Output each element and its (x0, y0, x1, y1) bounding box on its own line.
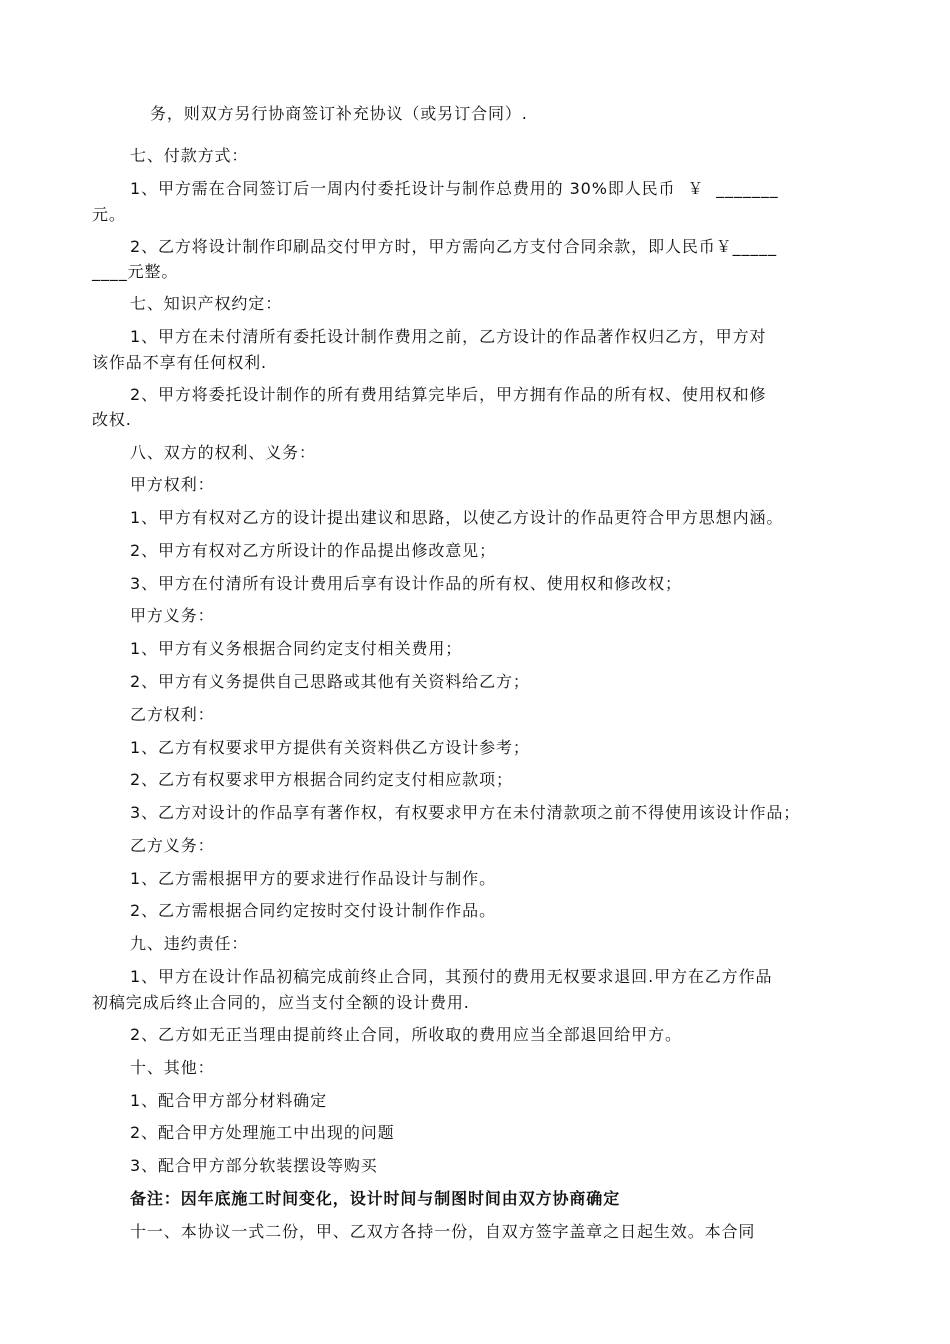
text-line: 2、乙方将设计制作印刷品交付甲方时，甲方需向乙方支付合同余款，即人民币￥_____ (130, 237, 778, 256)
text-line: 1、甲方有义务根据合同约定支付相关费用； (130, 639, 463, 658)
section-heading-breach: 九、违约责任： (130, 934, 249, 953)
subheading: 乙方义务： (130, 836, 215, 855)
subheading: 乙方权利： (130, 705, 215, 724)
text-line: 该作品不享有任何权利. (92, 353, 267, 372)
section-heading-payment: 七、付款方式： (130, 146, 249, 165)
text-line: 1、甲方需在合同签订后一周内付委托设计与制作总费用的 30%即人民币 ￥ _______ (130, 179, 779, 198)
text-line: 2、乙方需根据合同约定按时交付设计制作作品。 (130, 901, 496, 920)
text-line: 1、甲方在未付清所有委托设计制作费用之前，乙方设计的作品著作权归乙方，甲方对 (130, 327, 767, 346)
text-line: 元。 (92, 205, 126, 224)
text-line: 3、甲方在付清所有设计费用后享有设计作品的所有权、使用权和修改权； (130, 574, 682, 593)
text-line: 2、乙方如无正当理由提前终止合同，所收取的费用应当全部退回给甲方。 (130, 1025, 682, 1044)
text-line: 十一、本协议一式二份，甲、乙双方各持一份，自双方签字盖章之日起生效。本合同 (130, 1222, 756, 1241)
section-heading-ip: 七、知识产权约定： (130, 294, 283, 313)
text-line: 1、甲方在设计作品初稿完成前终止合同，其预付的费用无权要求退回.甲方在乙方作品 (130, 967, 773, 986)
text-line: 2、配合甲方处理施工中出现的问题 (130, 1123, 395, 1142)
text-line: 1、乙方有权要求甲方提供有关资料供乙方设计参考； (130, 738, 530, 757)
text-line: ____元整。 (92, 262, 179, 281)
section-heading-rights: 八、双方的权利、义务： (130, 443, 316, 462)
subheading: 甲方义务： (130, 606, 215, 625)
subheading: 甲方权利： (130, 475, 215, 494)
remark-note: 备注：因年底施工时间变化，设计时间与制图时间由双方协商确定 (130, 1189, 621, 1208)
text-line: 2、甲方有权对乙方所设计的作品提出修改意见； (130, 541, 496, 560)
text-line: 1、甲方有权对乙方的设计提出建议和思路，以使乙方设计的作品更符合甲方思想内涵。 (130, 508, 784, 527)
text-line: 1、配合甲方部分材料确定 (130, 1091, 327, 1110)
text-line: 务，则双方另行协商签订补充协议（或另订合同）. (150, 104, 528, 123)
text-line: 1、乙方需根据甲方的要求进行作品设计与制作。 (130, 869, 496, 888)
text-line: 3、乙方对设计的作品享有著作权，有权要求甲方在未付清款项之前不得使用该设计作品； (130, 803, 801, 822)
text-line: 初稿完成后终止合同的，应当支付全额的设计费用. (92, 993, 470, 1012)
text-line: 2、甲方有义务提供自己思路或其他有关资料给乙方； (130, 672, 530, 691)
section-heading-other: 十、其他： (130, 1058, 215, 1077)
text-line: 2、甲方将委托设计制作的所有费用结算完毕后，甲方拥有作品的所有权、使用权和修 (130, 385, 767, 404)
text-line: 2、乙方有权要求甲方根据合同约定支付相应款项； (130, 770, 513, 789)
text-line: 改权. (92, 410, 132, 429)
text-line: 3、配合甲方部分软装摆设等购买 (130, 1156, 378, 1175)
